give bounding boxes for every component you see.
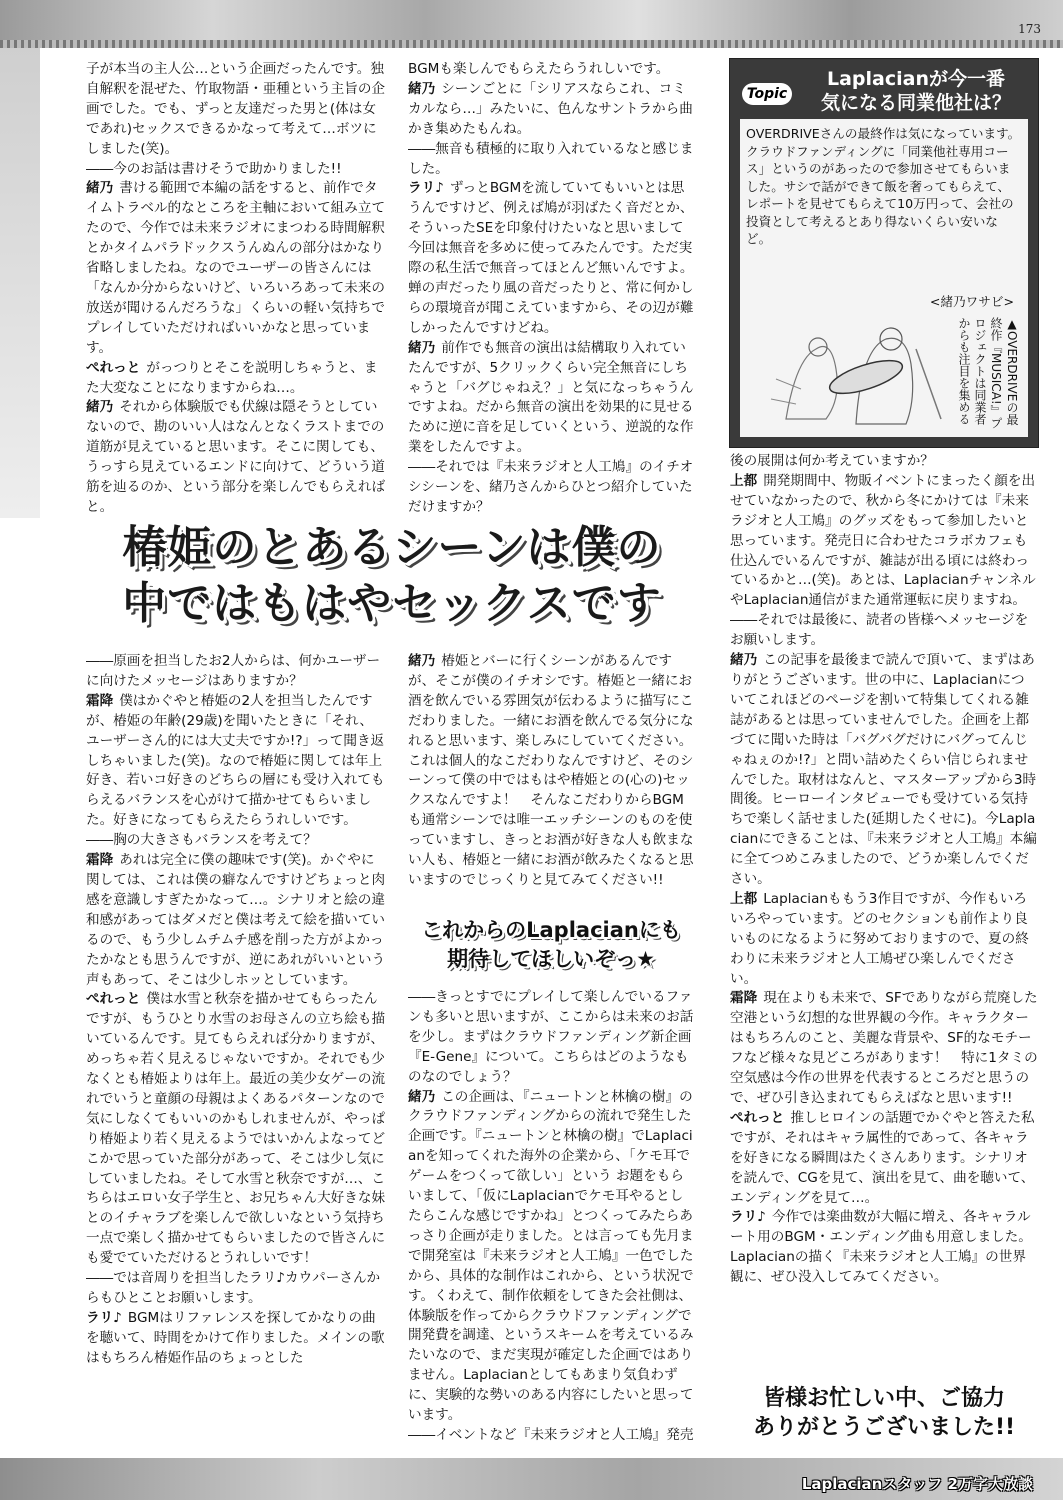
paragraph <box>730 452 1038 472</box>
topic-badge: Topic <box>742 83 792 105</box>
headline-line-2: 中ではもはやセックスです <box>122 578 662 629</box>
closing-message <box>734 1384 1034 1442</box>
speaker-name: 霜降 <box>730 990 758 1007</box>
paragraph-text: あれは完全に僕の趣味です(笑)。かぐやに関しては、これは僕の癖なんですけどちょっと肉感を意識しすぎたかなって…。シナリオと絵の違和感があってはダメだと僕は考えて絵を描いているので、もう少しムチムチ感を削った方がよかったかなとも思うんですが、逆にあれがいいという声もあって、そこは少しホッとしています。 <box>86 852 386 988</box>
paragraph <box>730 472 1038 611</box>
topic-box <box>729 58 1039 448</box>
paragraph <box>408 140 694 180</box>
article-column-3 <box>730 452 1038 1372</box>
speaker-name: ラリ♪ <box>730 1209 766 1226</box>
topic-body: OVERDRIVEさんの最終作は気になっています。クラウドファンディングに「同業他社専用コース」というのがあったので参加させてもらいました。サシで話ができて飯を奢ってもらえて、レポートを見せてもらえて10万円って、会社の投資として考えるとあり得ないくらい安いなど。 <box>746 126 1021 246</box>
speaker-name: 緒乃 <box>86 180 114 197</box>
top-banner <box>0 0 1063 48</box>
paragraph <box>86 1309 386 1369</box>
paragraph <box>408 988 694 1088</box>
paragraph-text: BGMはリファレンスを探してかなりの曲を聴いて、時間をかけて作りました。メインの歌はもちろん椿姫作品のちょっとした <box>86 1309 385 1366</box>
paragraph <box>408 60 694 80</box>
paragraph <box>86 60 386 160</box>
paragraph-text: 子が本当の主人公…という企画だったんです。独自解釈を混ぜた、竹取物語・亜種という主旨の企画でした。でも、ずっと友達だった男と(体は女であれ)セックスできるかなって考えて…ボツにしました(笑)。 <box>86 61 386 157</box>
paragraph <box>408 80 694 140</box>
paragraph-text: 推しヒロインの話題でかぐやと答えた私ですが、それはキャラ属性的であって、各キャラを好きになる瞬間はたくさんあります。シナリオを読んで、CGを見て、演出を見て、曲を聴いて、エンディングを見て…。 <box>730 1109 1035 1206</box>
paragraph-text: Laplacianももう3作目ですが、今作もいろいろやっています。どのセクションも前作より良いものになるように努めておりますので、夏の終わりに未来ラジオと人工鳩ぜひ楽しんでください。 <box>730 890 1029 987</box>
paragraph-text: ――それでは最後に、読者の皆様へメッセージをお願いします。 <box>730 612 1029 649</box>
article-column-2-bottom <box>408 988 694 1454</box>
speaker-name: 緒乃 <box>730 652 758 669</box>
speaker-name: 上都 <box>730 890 758 907</box>
paragraph <box>730 611 1038 651</box>
paragraph-text: 書ける範囲で本編の話をすると、前作でタイムトラベル的なところを主軸において組み立てたので、今作では未来ラジオにまつわる時間解釈とかタイムパラドックスうんぬんの部分はかなり省略しましたね。なのでユーザーの皆さんには「なんか分からないけど、いろいろあって未来の放送が聞けるんだろうな」くらいの軽い気持ちでプレイしていただければいいかなと思っています。 <box>86 180 386 356</box>
paragraph-text: 開発期間中、物販イベントにまったく顔を出せていなかったので、秋から冬にかけては『未来ラジオと人工鳩』のグッズをもって参加したいと思っています。発売日に合わせたコラボカフェも仕込んでいるんですが、雑誌が出る頃には終わっているかと…(笑)。あとは、LaplacianチャンネルやLaplacian通信がまた通常運転に戻りますね。 <box>730 472 1036 609</box>
paragraph-text: ――原画を担当したお2人からは、何かユーザーに向けたメッセージはありますか？ <box>86 653 381 689</box>
paragraph <box>86 179 386 358</box>
topic-title <box>798 67 1034 115</box>
footer-title: Laplacianスタッフ 2万字大放談 <box>801 1475 1033 1493</box>
paragraph-text: シーンごとに「シリアスならこれ、コミカルなら…」みたいに、色んなサントラから曲かき集めたもんね。 <box>408 80 693 137</box>
paragraph <box>408 339 694 458</box>
paragraph <box>86 359 386 399</box>
paragraph <box>86 160 386 180</box>
paragraph <box>730 651 1038 890</box>
topic-content <box>740 119 1028 437</box>
paragraph <box>86 652 386 692</box>
speaker-name: ラリ♪ <box>86 1309 122 1326</box>
paragraph-text: ――今のお話は書けそうで助かりました!! <box>86 160 342 177</box>
speaker-name: 緒乃 <box>408 339 436 356</box>
paragraph-text: ――イベントなど『未来ラジオと人工鳩』発売 <box>408 1426 694 1443</box>
paragraph-text: がっつりとそこを説明しちゃうと、また大変なことになりますからね…。 <box>86 359 378 396</box>
paragraph <box>730 1208 1038 1288</box>
paragraph-text: 僕は水雪と秋奈を描かせてもらったんですが、もうひとり水雪のお母さんの立ち絵も描いているんです。見てもらえれば分かりますが、めっちゃ若く見えるじゃないですか。それでも少なくとも椿姫よりは年上。最近の美少女ゲーの流れでいうと童顔の母親はよくあるパターンなので気にしなくてもいいのかもしれませんが、やっぱり椿姫より若く見えるようではいかんよなってどこかで思っていた部分があって、そこは少し気にしていましたね。そして水雪と秋奈ですが…、こちらはエロい女子学生と、お兄ちゃん大好きな妹とのイチャラブを楽しんで欲しいなという気持ち一点で楽しく描かせてもらいましたので皆さんにも愛でていただけるとうれしいです！ <box>86 991 386 1267</box>
page-number: 173 <box>1018 22 1041 36</box>
paragraph <box>408 1426 694 1446</box>
musica-illustration <box>756 319 956 429</box>
paragraph <box>86 1269 386 1309</box>
paragraph-text: 後の展開は何か考えていますか？ <box>730 453 934 469</box>
paragraph-text: 今作では楽曲数が大幅に増え、各キャラルート用のBGM・エンディング曲も用意しました。Laplacianの描く『未来ラジオと人工鳩』の世界観に、ぜひ没入してみてください。 <box>730 1209 1032 1286</box>
headline-line-1: 椿姫のとあるシーンは僕の <box>122 522 662 573</box>
paragraph-text: この企画は、『ニュートンと林檎の樹』のクラウドファンディングからの流れで発生した企画です。『ニュートンと林檎の樹』でLaplacianを知ってくれた海外の企業から、「ケモ耳でゲームをつくって欲しい」という お題をもらいまして、「仮にLaplacianでケモ耳やるとしたらこんな感じですかね」とつくってみたらあっさり企画が走りました。とは言っても先月まで開発室は『未来ラジオと人工鳩』一色でしたから、具体的な制作はこれから、という状況です。くわえて、制作依頼をしてきた会社側は、体験版を作ってからクラウドファンディングで開発費を調達、というスキームを考えているみたいなので、まだ実現が確定した企画ではありません。Laplacianとしてもあまり気負わずに、実験的な勢いのある内容にしたいと思っています。 <box>408 1088 694 1424</box>
paragraph-text: この記事を最後まで読んで頂いて、まずはありがとうございます。世の中に、Laplacianについてこれほどのページを割いて特集してくれる雑誌があるとは思っていませんでした。企画を上都づてに聞いた時は「バグバグだけにバグってんじゃねぇのか!?」と問い詰めたくらい信じられませんでした。取材はなんと、マスターアップから3時間後。ヒーローインタビューでも受けている気持ちで楽しく話せました(延期したくせに)。今Laplacianにできることは、『未来ラジオと人工鳩』本編に全てつめこみましたので、どうか楽しんでください。 <box>730 652 1037 888</box>
speaker-name: 霜降 <box>86 852 114 869</box>
main-headline <box>92 520 692 638</box>
article-column-1-top <box>86 60 386 515</box>
paragraph <box>86 692 386 831</box>
speaker-name: ぺれっと <box>730 1109 785 1126</box>
topic-caption: ▲OVERDRIVEの最終作『MUSICA!』プロジェクトは同業者からも注目を集める <box>957 317 1019 429</box>
sub-headline <box>408 916 694 978</box>
paragraph <box>408 458 694 518</box>
paragraph <box>408 1088 694 1426</box>
paragraph-text: 僕はかぐやと椿姫の2人を担当したんですが、椿姫の年齢(29歳)を聞いたときに「それ、ユーザーさん的には大丈夫ですか!?」って聞き返しちゃいました(笑)。なので椿姫に関しては年上好き、若いコ好きのどちらの層にも受け入れてもらえるバランスを心がけて描かせてもらいました。好きになってもらえたらうれしいです。 <box>86 692 385 829</box>
speaker-name: ぺれっと <box>86 991 141 1008</box>
subheadline-line-1: これからのLaplacianにも <box>421 918 681 942</box>
paragraph <box>86 851 386 990</box>
paragraph-text: BGMも楽しんでもらえたらうれしいです。 <box>408 61 670 77</box>
speaker-name: 緒乃 <box>408 1088 436 1105</box>
speaker-name: 霜降 <box>86 692 114 709</box>
left-edge-decoration <box>0 48 40 518</box>
speaker-name: 上都 <box>730 472 758 489</box>
paragraph <box>730 890 1038 990</box>
paragraph <box>86 831 386 851</box>
paragraph-text: ――それでは『未来ラジオと人工鳩』のイチオシシーンを、緒乃さんからひとつ紹介していただけますか？ <box>408 459 694 515</box>
paragraph <box>86 990 386 1269</box>
paragraph-text: それから体験版でも伏線は隠そうとしていないので、勘のいい人はなんとなくラストまでの道筋が見えていると思います。そこに関しても、うっすら見えているエンドに向けて、どういう道筋を辿るのか、という部分を楽しんでもらえればと。 <box>86 399 386 515</box>
article-column-1-bottom <box>86 652 386 1454</box>
paragraph <box>408 652 694 891</box>
paragraph-text: ――きっとすでにプレイして楽しんでいるファンも多いと思いますが、ここからは未来のお話を少し。まずはクラウドファンディング新企画『E-Gene』について。こちらはどのようなものなのでしょう？ <box>408 989 694 1085</box>
subheadline-line-2: 期待してほしいぞっ★ <box>447 947 655 971</box>
paragraph-text: ――無音も積極的に取り入れているなと感じました。 <box>408 140 694 177</box>
topic-title-line-2: 気になる同業他社は？ <box>820 92 1011 114</box>
paragraph <box>730 1109 1038 1209</box>
closing-line-2: ありがとうございました!! <box>752 1415 1016 1440</box>
article-column-2-middle <box>408 652 694 912</box>
speaker-name: ラリ♪ <box>408 180 444 197</box>
speaker-name: 緒乃 <box>408 80 436 97</box>
paragraph-text: ――では音周りを担当したラリ♪カウパーさんからもひとことお願いします。 <box>86 1270 381 1306</box>
paragraph <box>730 989 1038 1108</box>
paragraph <box>86 398 386 517</box>
paragraph-text: ――胸の大きさもバランスを考えて？ <box>86 832 317 849</box>
speaker-name: 緒乃 <box>408 653 436 669</box>
paragraph-text: 前作でも無音の演出は結構取り入れていたんですが、5クリックくらい完全無音にしちゃうと「バグじゃねえ？」と気になっちゃうんですよね。だから無音の演出を効果的に見せるために逆に音を足していくという、逆説的な作業をしたんですよ。 <box>408 339 694 456</box>
paragraph-text: 椿姫とバーに行くシーンがあるんですが、そこが僕のイチオシです。椿姫と一緒にお酒を飲んでいる雰囲気が伝わるように描写にこだわりました。一緒にお酒を飲んでる気分になれると思います、楽しみにしていてください。これは個人的なこだわりなんですけど、そのシーンって僕の中ではもはや椿姫との(心の)セックスなんですよ！ そんなこだわりからBGMも通常シーンでは唯一エッチシーンのものを使っていますし、きっとお酒が好きな人も飲まない人も、椿姫と一緒にお酒が飲みたくなると思いますのでじっくりと見てみてください!! <box>408 653 694 888</box>
paragraph <box>408 179 694 338</box>
paragraph-text: 現在よりも未来で、SFでありながら荒廃した空港という幻想的な世界観の今作。キャラクターはもちろんのこと、美麗な背景や、SF的なモチーフなど様々な見どころがあります！ 特に1タミの空気感は今作の世界を代表するところだと思うので、ぜひ引き込まれてもらえばなと思います!! <box>730 990 1038 1106</box>
article-column-2-top <box>408 60 694 515</box>
topic-signature: <緒乃ワサビ> <box>929 294 1014 309</box>
closing-line-1: 皆様お忙しい中、ご協力 <box>762 1386 1005 1411</box>
paragraph-text: ずっとBGMを流していてもいいとは思うんですけど、例えば鳩が羽ばたく音だとか、そういったSEを印象付けたいなと思いまして今回は無音を多めに使ってみたんです。ただ実際の私生活で無音ってほとんど無いんですよ。蝉の声だったり風の音だったりと、常に何かしらの環境音が聞こえていますから、その辺が難しかったんですけどね。 <box>408 180 694 336</box>
speaker-name: ぺれっと <box>86 359 141 376</box>
topic-title-line-1: Laplacianが今一番 <box>827 68 1005 90</box>
speaker-name: 緒乃 <box>86 399 114 416</box>
